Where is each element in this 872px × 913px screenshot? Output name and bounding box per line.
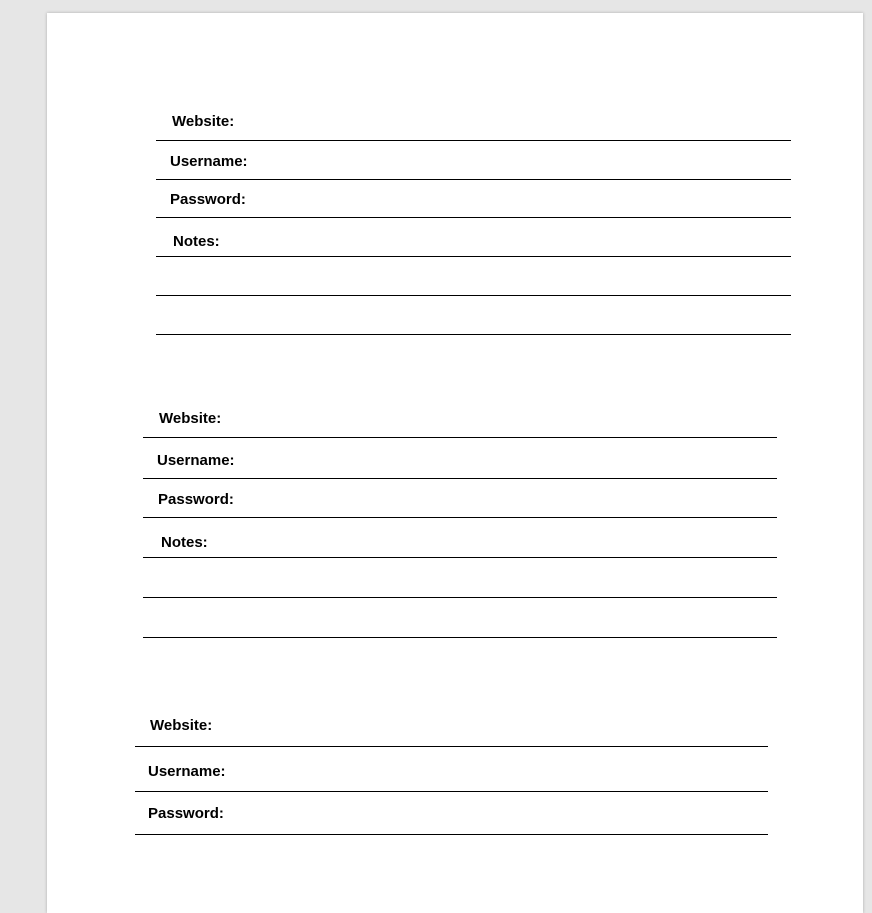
username-label: Username: <box>157 452 235 469</box>
notes-label: Notes: <box>173 233 220 250</box>
username-label: Username: <box>170 153 248 170</box>
website-line[interactable] <box>135 746 768 747</box>
notes-label: Notes: <box>161 534 208 551</box>
document-page <box>47 13 863 913</box>
username-label: Username: <box>148 763 226 780</box>
password-label: Password: <box>158 491 234 508</box>
password-entry-3 <box>135 13 771 843</box>
password-label: Password: <box>170 191 246 208</box>
password-label: Password: <box>148 805 224 822</box>
website-label: Website: <box>172 113 235 130</box>
website-label: Website: <box>159 410 222 427</box>
password-line[interactable] <box>135 834 768 835</box>
username-line[interactable] <box>135 791 768 792</box>
website-label: Website: <box>150 717 213 734</box>
